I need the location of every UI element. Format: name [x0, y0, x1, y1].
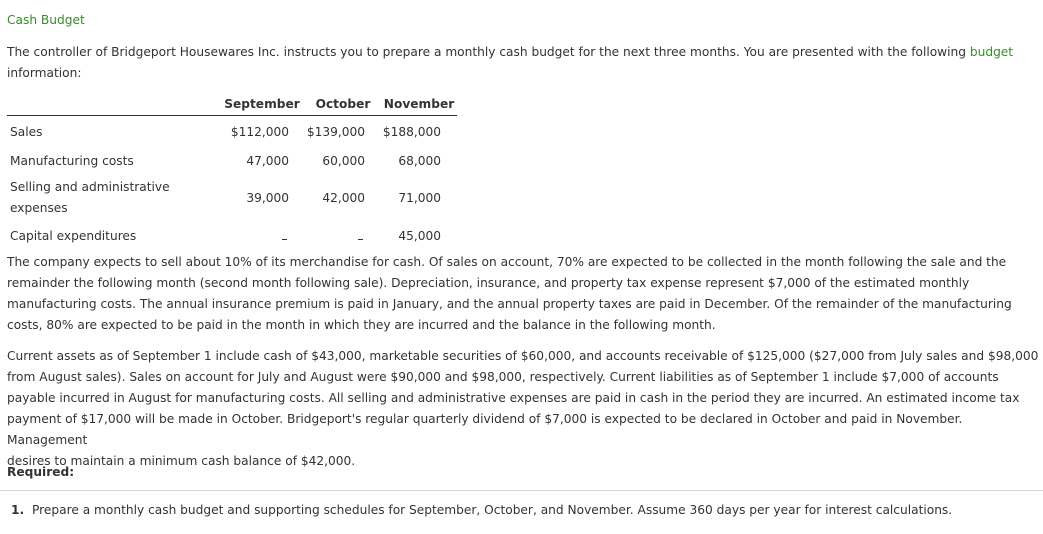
dash-mark	[282, 239, 287, 240]
para1-line: The company expects to sell about 10% of its merchandise for cash. Of sales on account, 70% are expected to be collected in the month following the sale and the	[7, 255, 1007, 269]
dash-mark	[358, 239, 363, 240]
cell-value: $188,000	[382, 124, 441, 139]
cell-value: 39,000	[246, 191, 289, 205]
intro-paragraph	[7, 42, 1013, 84]
header-september: September	[224, 97, 300, 111]
table-row-selling-admin	[7, 174, 457, 222]
para2-line: payable incurred in August for manufacturing costs. All selling and administrative expenses are paid in cash in the period they are incurred. An estimated income tax	[7, 391, 1020, 405]
breadcrumb: Cash Budget	[7, 13, 85, 27]
header-october: October	[315, 97, 371, 111]
table-header-row	[7, 93, 457, 116]
cell-empty-dash	[305, 222, 381, 249]
cell-value: 42,000	[322, 191, 365, 205]
para1-line: costs, 80% are expected to be paid in the month in which they are incurred and the balance in the following month.	[7, 318, 716, 332]
para2-line: Current assets as of September 1 include cash of $43,000, marketable securities of $60,000, and accounts receivable of $125,000 ($27,000 from July sales and $98,000	[7, 349, 1039, 363]
header-november: November	[383, 97, 455, 111]
cell-value: 45,000	[398, 228, 441, 243]
cell-value: 68,000	[398, 153, 441, 168]
requirement-number: 1.	[11, 503, 25, 517]
cell-value: 71,000	[398, 191, 441, 205]
requirement-text: Prepare a monthly cash budget and supporting schedules for September, October, and November. Assume 360 days per year for interest calculations.	[32, 503, 953, 517]
row-label: Sales	[10, 124, 43, 139]
required-heading: Required:	[7, 465, 75, 479]
row-label-line1: Selling and administrative	[10, 180, 170, 194]
cell-value: 47,000	[246, 153, 289, 168]
intro-line2: information:	[7, 66, 82, 80]
para2-line: from August sales). Sales on account for July and August were $90,000 and $98,000, respectively. Current liabilities as of September 1 include $7,000 of accounts	[7, 370, 999, 384]
row-label: Capital expenditures	[10, 228, 137, 243]
intro-text: The controller of Bridgeport Housewares Inc. instructs you to prepare a monthly cash budget for the next three months. You are presented with the following	[7, 45, 966, 59]
budget-link[interactable]: budget	[969, 45, 1014, 59]
table-row-sales	[7, 116, 457, 148]
cell-value: $112,000	[230, 124, 289, 139]
para1-line: manufacturing costs. The annual insurance premium is paid in January, and the annual property taxes are paid in December. Of the remainder of the manufacturing	[7, 297, 1012, 311]
requirement-item	[11, 503, 952, 517]
paragraph-current-assets	[7, 346, 1043, 472]
divider	[0, 490, 1043, 491]
budget-table	[7, 93, 457, 249]
paragraph-sales-costs	[7, 252, 1012, 336]
cell-value: $139,000	[306, 124, 365, 139]
row-label-line2: expenses	[10, 201, 68, 215]
table-row-manufacturing	[7, 147, 457, 174]
cell-value: 60,000	[322, 153, 365, 168]
para2-line: desires to maintain a minimum cash balance of $42,000.	[7, 454, 356, 468]
cell-empty-dash	[219, 222, 305, 249]
row-label: Manufacturing costs	[10, 153, 134, 168]
para2-line: payment of $17,000 will be made in October. Bridgeport's regular quarterly dividend of $7,000 is expected to be declared in October and paid in November. Management	[7, 412, 963, 447]
row-label	[7, 174, 219, 222]
header-blank	[7, 93, 219, 116]
table-row-capital	[7, 222, 457, 249]
para1-line: remainder the following month (second month following sale). Depreciation, insurance, and property tax expense represent $7,000 of the estimated monthly	[7, 276, 970, 290]
